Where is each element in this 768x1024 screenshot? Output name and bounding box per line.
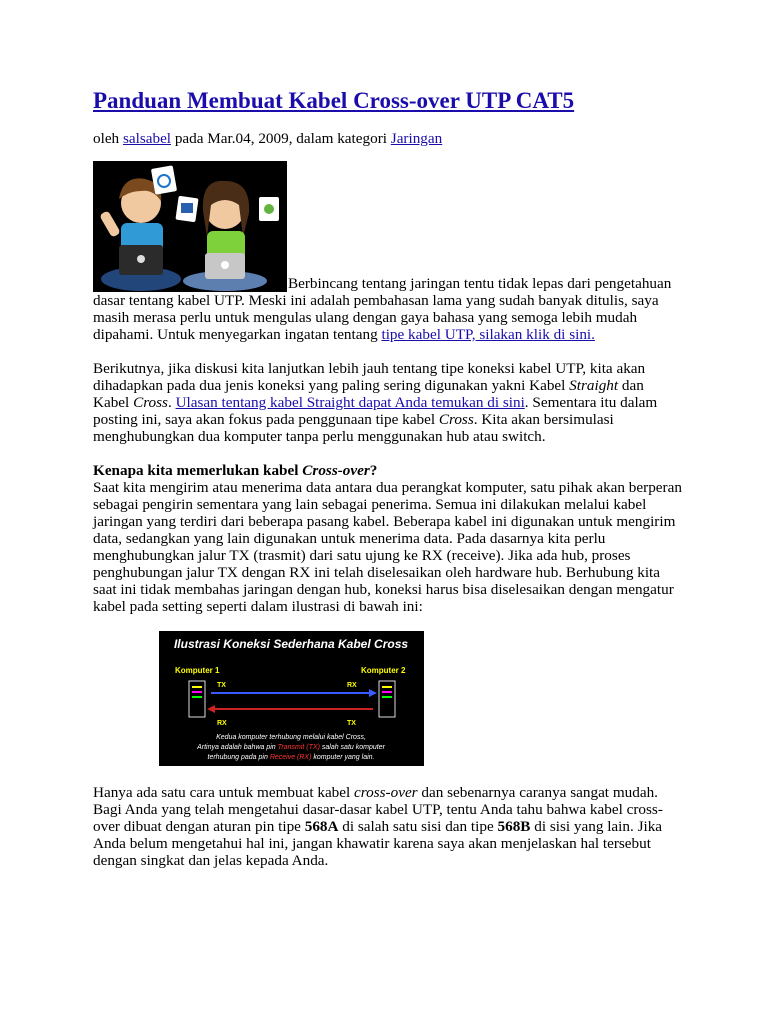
tx-left-label: TX bbox=[217, 682, 226, 689]
article bbox=[93, 86, 683, 869]
intro-paragraph bbox=[93, 161, 683, 343]
rx-left-label: RX bbox=[217, 720, 227, 727]
utp-types-link[interactable]: tipe kabel UTP, silakan klik di sini. bbox=[381, 326, 595, 343]
cross-diagram-svg bbox=[159, 631, 424, 766]
computer1-label: Komputer 1 bbox=[175, 666, 220, 675]
term-cross-2: Cross bbox=[438, 411, 474, 428]
diagram-container bbox=[93, 631, 683, 770]
term-straight: Straight bbox=[569, 377, 619, 394]
tx-right-label: TX bbox=[347, 720, 356, 727]
computer2-label: Komputer 2 bbox=[361, 666, 406, 675]
section-question-heading: Kenapa kita memerlukan kabel Cross-over? bbox=[93, 462, 378, 479]
diagram-title: Ilustrasi Koneksi Sederhana Kabel Cross bbox=[173, 637, 409, 651]
pin-type-568a: 568A bbox=[304, 818, 339, 835]
cross-cable-diagram bbox=[159, 631, 424, 766]
title-link[interactable]: Panduan Membuat Kabel Cross-over UTP CAT5 bbox=[93, 88, 575, 113]
term-cross: Cross bbox=[133, 394, 168, 411]
rx-right-label: RX bbox=[347, 682, 357, 689]
meta-prefix: oleh bbox=[93, 130, 120, 147]
paragraph-connection-types: Berikutnya, jika diskusi kita lanjutkan lebih jauh tentang tipe koneksi kabel UTP, kita akan dihadapkan pada dua jenis koneksi yang paling sering digunakan yakni Kabel Straight dan Kabel Cross. Ulasan tentang kabel Straight dapat Anda temukan di sini. Sementara itu dalam posting ini, saya akan fokus pada penggunaan tipe kabel Cross. Kita akan bersimulasi menghubungkan dua komputer tanpa perlu menggunakan hub atau switch. bbox=[93, 360, 658, 445]
diagram-caption-3: terhubung pada pin Receive (RX) komputer yang lain. bbox=[207, 754, 375, 761]
kids-laptops-illustration bbox=[93, 161, 287, 292]
post-meta bbox=[93, 130, 683, 147]
page-title bbox=[93, 86, 683, 116]
author-link[interactable]: salsabel bbox=[122, 130, 172, 147]
diagram-caption-2: Artinya adalah bahwa pin Transmit (TX) salah satu komputer bbox=[197, 744, 385, 751]
paragraph-cross-over-method: Hanya ada satu cara untuk membuat kabel cross-over dan sebenarnya caranya sangat mudah. Bagi Anda yang telah mengetahui dasar-dasar kabel UTP, tentu Anda tahu bahwa kabel cross-over dibuat dengan aturan pin tipe 568A di salah satu sisi dan tipe 568B di sisi yang lain. Jika Anda belum mengetahui hal ini, jangan khawatir karena saya akan menjelaskan hal tersebut dengan singkat dan jelas kepada Anda. bbox=[93, 784, 663, 869]
term-cross-over: cross-over bbox=[354, 784, 418, 801]
diagram-caption-1: Kedua komputer terhubung melalui kabel Cross, bbox=[216, 734, 366, 741]
meta-middle: pada Mar.04, 2009, dalam kategori bbox=[174, 130, 387, 147]
straight-cable-link[interactable]: Ulasan tentang kabel Straight dapat Anda temukan di sini bbox=[175, 394, 525, 411]
pin-type-568b: 568B bbox=[497, 818, 531, 835]
category-link[interactable]: Jaringan bbox=[390, 130, 443, 147]
paragraph-tx-rx: Saat kita mengirim atau menerima data antara dua perangkat komputer, satu pihak akan berperan sebagai pengirin sementara yang lain sebagai penerima. Semua ini dilakukan melalui kabel jaringan yang terdiri dari beberapa pasang kabel. Beberapa kabel ini digunakan untuk mengirim data, sedangkan yang lain digunakan untuk menerima data. Pada dasarnya kita perlu menghubungkan jalur TX (trasmit) dari satu ujung ke RX (receive). Jika ada hub, proses penghubungan jalur TX dengan RX ini telah diselesaikan oleh hardware hub. Berhubung kita saat ini tidak membahas jaringan dengan hub, koneksi harus bisa diselesaikan dengan mengatur kabel pada setting seperti dalam ilustrasi di bawah ini: bbox=[93, 479, 682, 615]
kids-laptops-image bbox=[93, 161, 287, 292]
intro-text: Berbincang tentang jaringan tentu tidak lepas dari pengetahuan dasar tentang kabel UTP. Meski ini adalah pembahasan lama yang sudah banyak ditulis, saya masih merasa perlu untuk mengulas ulang dengan gaya bahasa yang semoga lebih mudah dipahami. Untuk menyegarkan ingatan tentang tipe kabel UTP, silakan klik di sini. bbox=[93, 275, 672, 343]
